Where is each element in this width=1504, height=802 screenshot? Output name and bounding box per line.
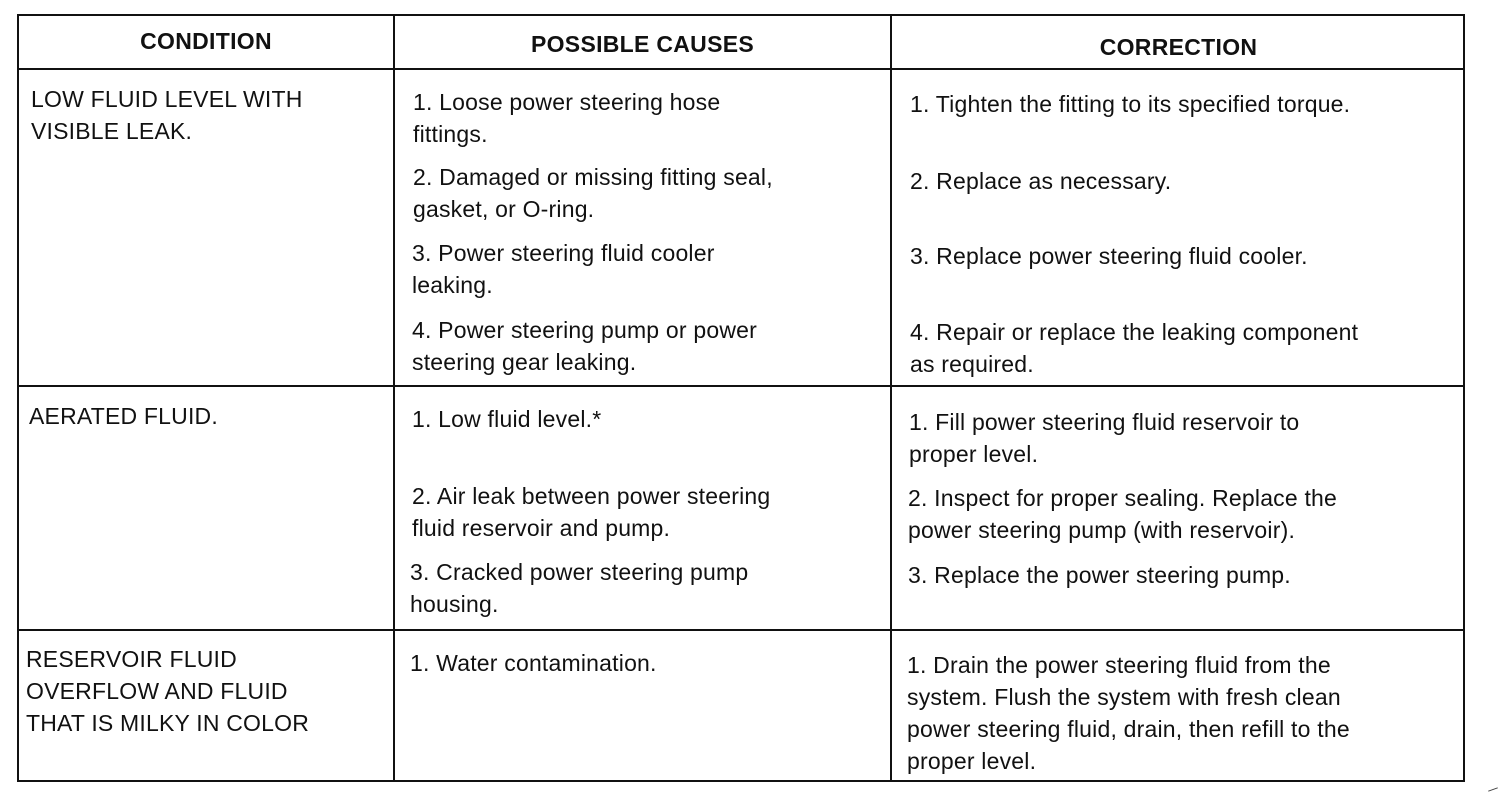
- cause-cell: [413, 161, 773, 225]
- condition-line: THAT IS MILKY IN COLOR: [26, 710, 310, 736]
- correction-line: proper level.: [907, 748, 1037, 774]
- correction-line: 3. Replace power steering fluid cooler.: [910, 243, 1308, 269]
- condition-cell: [26, 643, 309, 739]
- column-divider-2: [890, 16, 892, 782]
- cause-line: leaking.: [412, 272, 493, 298]
- correction-line: power steering pump (with reservoir).: [908, 517, 1296, 543]
- column-divider-1: [393, 16, 395, 782]
- correction-line: power steering fluid, drain, then refill to the: [907, 716, 1350, 742]
- correction-cell: [908, 559, 1291, 591]
- condition-line: OVERFLOW AND FLUID: [26, 678, 288, 704]
- correction-line: 1. Drain the power steering fluid from the: [907, 652, 1331, 678]
- correction-line: 3. Replace the power steering pump.: [908, 562, 1291, 588]
- correction-cell: [910, 240, 1308, 272]
- header-correction: CORRECTION: [1099, 34, 1258, 60]
- cause-cell: [412, 237, 715, 301]
- scan-mark: [1488, 787, 1498, 791]
- cause-cell: [413, 86, 720, 150]
- cause-line: 3. Cracked power steering pump: [410, 559, 749, 585]
- condition-line: AERATED FLUID.: [29, 403, 218, 429]
- troubleshooting-table: [17, 14, 1465, 782]
- correction-cell: [908, 482, 1337, 546]
- correction-line: 4. Repair or replace the leaking component: [910, 319, 1359, 345]
- correction-cell: [910, 165, 1171, 197]
- cause-cell: [410, 556, 748, 620]
- cause-cell: [410, 647, 657, 679]
- cause-line: 1. Loose power steering hose: [413, 89, 721, 115]
- cause-line: gasket, or O-ring.: [413, 196, 595, 222]
- cause-line: 2. Damaged or missing fitting seal,: [413, 164, 773, 190]
- cause-line: housing.: [410, 591, 499, 617]
- correction-line: as required.: [910, 351, 1034, 377]
- correction-cell: [910, 316, 1358, 380]
- correction-line: 1. Tighten the fitting to its specified torque.: [910, 91, 1351, 117]
- correction-line: 2. Inspect for proper sealing. Replace the: [908, 485, 1338, 511]
- cause-cell: [412, 480, 770, 544]
- cause-cell: [412, 314, 757, 378]
- header-possible-causes: POSSIBLE CAUSES: [530, 31, 755, 57]
- row-divider-1: [19, 385, 1465, 387]
- condition-line: RESERVOIR FLUID: [26, 646, 237, 672]
- correction-line: system. Flush the system with fresh clean: [907, 684, 1341, 710]
- condition-cell: [29, 400, 218, 432]
- correction-line: 1. Fill power steering fluid reservoir to: [909, 409, 1300, 435]
- correction-cell: [909, 406, 1299, 470]
- correction-line: proper level.: [909, 441, 1039, 467]
- condition-cell: [31, 83, 303, 147]
- row-divider-2: [19, 629, 1465, 631]
- cause-line: 1. Water contamination.: [410, 650, 657, 676]
- cause-line: 1. Low fluid level.*: [412, 406, 602, 432]
- cause-line: 4. Power steering pump or power: [412, 317, 757, 343]
- cause-line: fluid reservoir and pump.: [412, 515, 671, 541]
- condition-line: VISIBLE LEAK.: [31, 118, 193, 144]
- cause-line: 2. Air leak between power steering: [412, 483, 771, 509]
- cause-line: steering gear leaking.: [412, 349, 637, 375]
- correction-cell: [910, 88, 1350, 120]
- header-divider: [19, 68, 1465, 70]
- cause-line: fittings.: [413, 121, 488, 147]
- condition-line: LOW FLUID LEVEL WITH: [31, 86, 303, 112]
- cause-line: 3. Power steering fluid cooler: [412, 240, 715, 266]
- header-condition: CONDITION: [140, 28, 272, 54]
- correction-line: 2. Replace as necessary.: [910, 168, 1172, 194]
- cause-cell: [412, 403, 601, 435]
- correction-cell: [907, 649, 1350, 777]
